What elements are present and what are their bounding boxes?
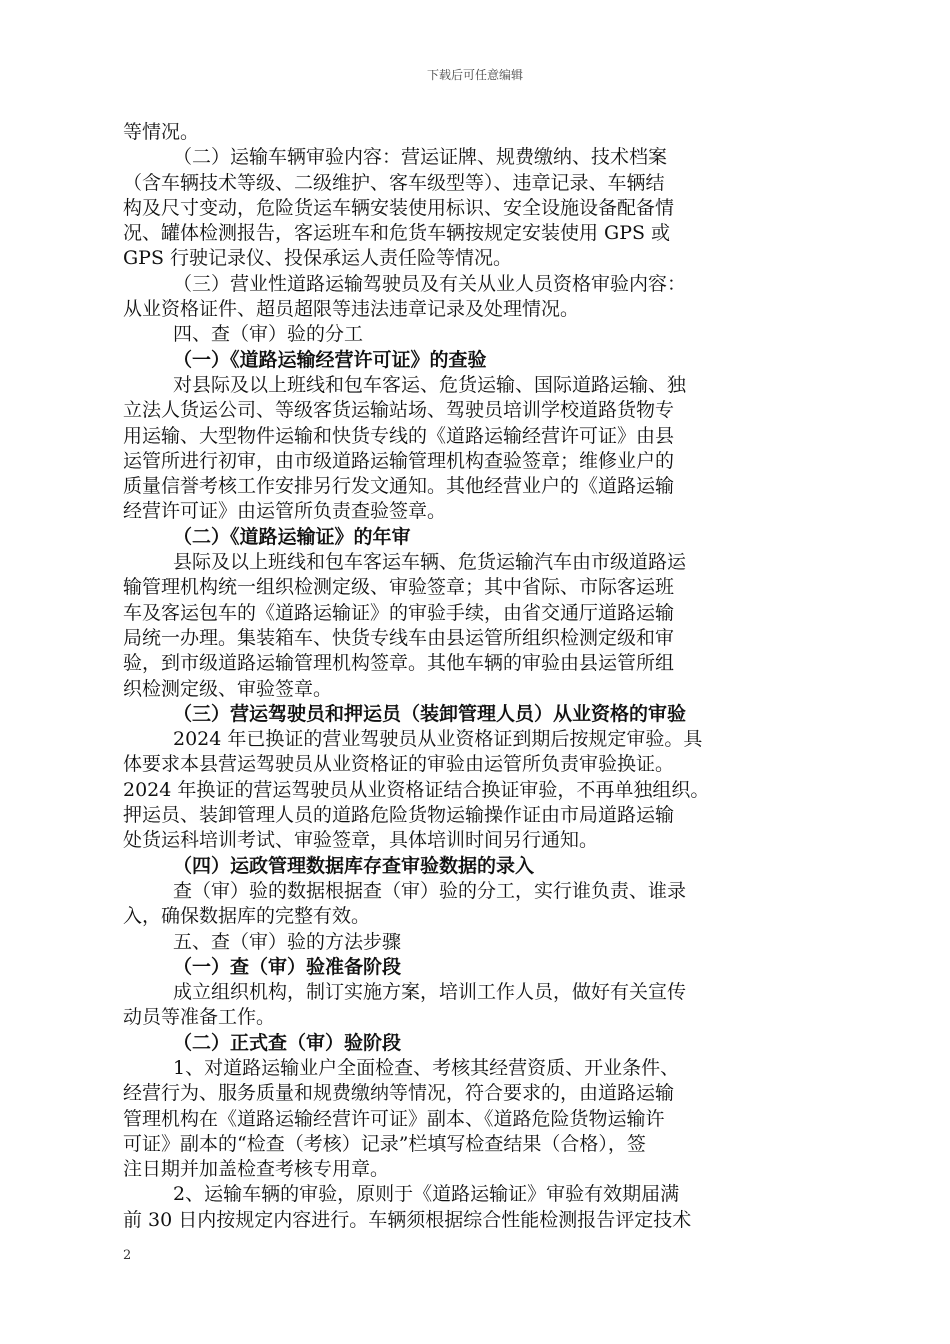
text-line: 从业资格证件、超员超限等违法违章记录及处理情况。 (123, 298, 580, 321)
text-line: 车及客运包车的《道路运输证》的审验手续，由省交通厅道路运输 (123, 601, 675, 624)
text-line: 动员等准备工作。 (123, 1006, 276, 1029)
section-heading-line: （二）正式查（审）验阶段 (173, 1031, 402, 1054)
text-line: 质量信誉考核工作安排另行发文通知。其他经营业户的《道路运输 (123, 475, 675, 498)
text-line: 处货运科培训考试、审验签章，具体培训时间另行通知。 (123, 829, 599, 852)
page-header: 下载后可任意编辑 (426, 68, 523, 82)
text-line: 四、查（审）验的分工 (173, 323, 364, 346)
page-number: 2 (123, 1248, 132, 1263)
section-heading-line: （二）《道路运输证》的年审 (173, 525, 411, 548)
text-line: 等情况。 (123, 121, 200, 143)
text-line: 验，到市级道路运输管理机构签章。其他车辆的审验由县运管所组 (123, 652, 675, 675)
section-heading-line: （一）《道路运输经营许可证》的查验 (173, 348, 487, 371)
section-heading-line: （三）营运驾驶员和押运员（装卸管理人员）从业资格的审验 (173, 702, 687, 725)
text-line: 2024 年换证的营运驾驶员从业资格证结合换证审验，不再单独组织。 (123, 778, 710, 801)
text-line: （二）运输车辆审验内容：营运证牌、规费缴纳、技术档案 (173, 146, 668, 169)
text-line: 运管所进行初审，由市级道路运输管理机构查验签章；维修业户的 (123, 449, 675, 472)
section-heading-line: （一）查（审）验准备阶段 (173, 955, 402, 978)
text-line: 体要求本县营运驾驶员从业资格证的审验由运管所负责审验换证。 (123, 753, 675, 776)
document-body (123, 120, 827, 1233)
text-line: （含车辆技术等级、二级维护、客车级型等）、违章记录、车辆结 (123, 171, 665, 194)
text-line: 对县际及以上班线和包车客运、危货运输、国际道路运输、独 (173, 373, 687, 396)
text-line: 可证》副本的“检查（考核）记录”栏填写检查结果（合格），签 (123, 1132, 646, 1155)
text-line: 查（审）验的数据根据查（审）验的分工，实行谁负责、谁录 (173, 879, 687, 902)
text-line: 押运员、装卸管理人员的道路危险货物运输操作证由市局道路运输 (123, 804, 675, 827)
text-line: 构及尺寸变动，危险货运车辆安装使用标识、安全设施设备配备情 (123, 196, 675, 219)
text-line: 管理机构在《道路运输经营许可证》副本、《道路危险货物运输许 (123, 1107, 665, 1130)
text-line: 2024 年已换证的营业驾驶员从业资格证到期后按规定审验。具 (173, 728, 703, 751)
text-line: （三）营业性道路运输驾驶员及有关从业人员资格审验内容： (173, 272, 687, 295)
text-line: 县际及以上班线和包车客运车辆、危货运输汽车由市级道路运 (173, 551, 687, 574)
text-line: 入，确保数据库的完整有效。 (123, 905, 371, 928)
text-line: 注日期并加盖检查考核专用章。 (123, 1158, 390, 1181)
text-line: 局统一办理。集装箱车、快货专线车由县运管所组织检测定级和审 (123, 626, 675, 649)
text-line: 况、罐体检测报告，客运班车和危货车辆按规定安装使用 GPS 或 (123, 222, 671, 245)
section-heading-line: （四）运政管理数据库存查审验数据的录入 (173, 854, 535, 877)
text-line: 成立组织机构，制订实施方案，培训工作人员，做好有关宣传 (173, 981, 687, 1004)
text-line: 用运输、大型物件运输和快货专线的《道路运输经营许可证》由县 (123, 424, 675, 447)
text-line: 输管理机构统一组织检测定级、审验签章；其中省际、市际客运班 (123, 576, 675, 599)
text-line: 织检测定级、审验签章。 (123, 677, 333, 700)
text-line: 立法人货运公司、等级客货运输站场、驾驶员培训学校道路货物专 (123, 399, 675, 422)
text-line: 1、对道路运输业户全面检查、考核其经营资质、开业条件、 (173, 1056, 680, 1079)
text-line: 经营行为、服务质量和规费缴纳等情况，符合要求的，由道路运输 (123, 1082, 675, 1105)
text-line: 2、运输车辆的审验，原则于《道路运输证》审验有效期届满 (173, 1183, 680, 1206)
text-line: 前 30 日内按规定内容进行。车辆须根据综合性能检测报告评定技术 (123, 1208, 692, 1231)
text-line: 经营许可证》由运管所负责查验签章。 (123, 500, 447, 523)
text-line: 五、查（审）验的方法步骤 (173, 930, 402, 953)
text-line: GPS 行驶记录仪、投保承运人责任险等情况。 (123, 247, 513, 270)
